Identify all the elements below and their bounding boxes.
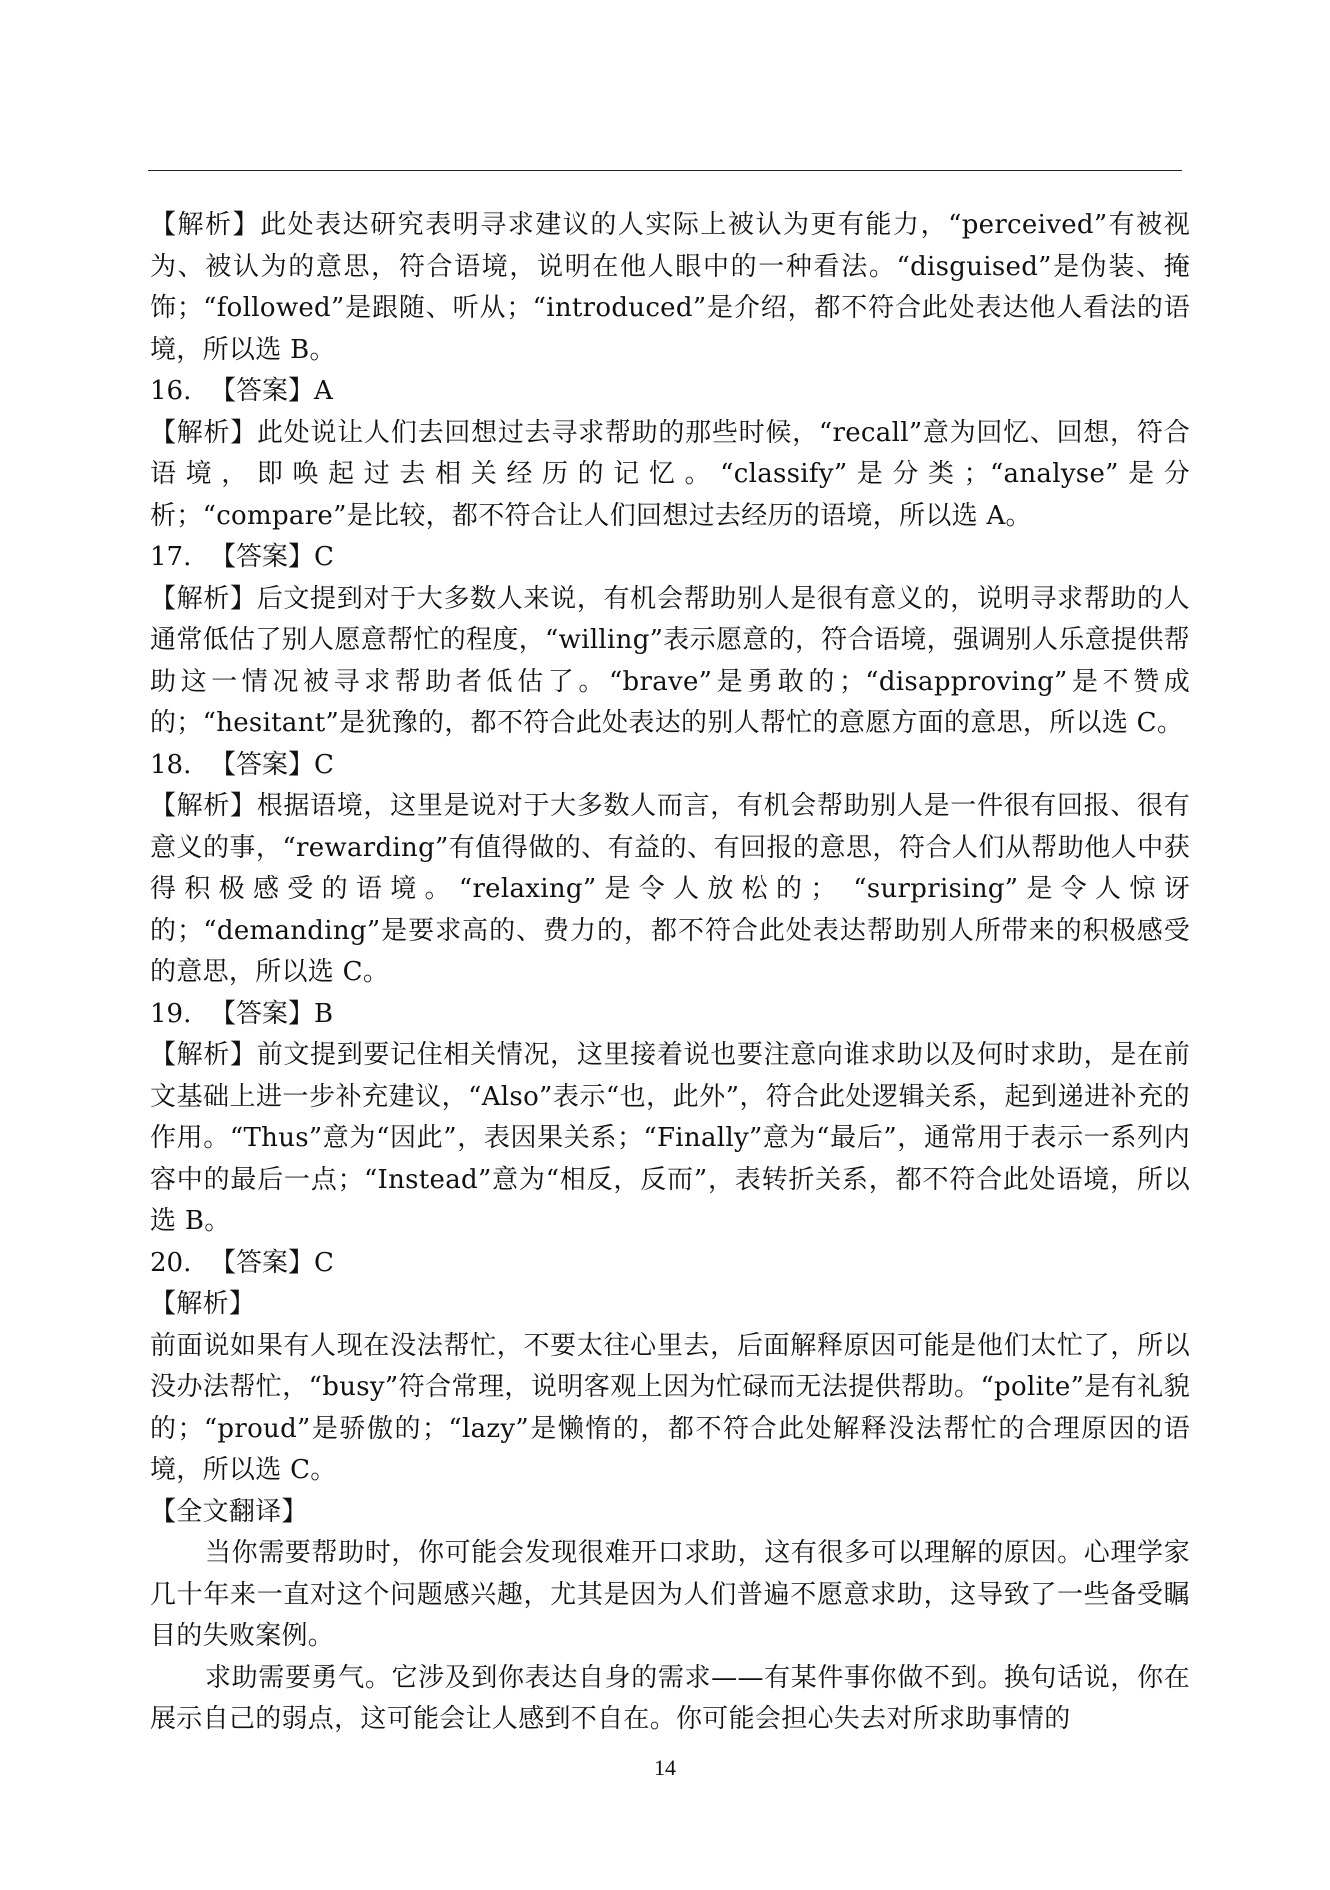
answer-18	[150, 745, 1190, 787]
answer-text: 【答案】C	[210, 542, 334, 572]
question-number: 20.	[150, 1247, 192, 1278]
question-number: 17.	[150, 542, 192, 572]
question-number: 16.	[150, 376, 192, 406]
answer-text: 【答案】C	[210, 1247, 334, 1278]
answer-text: 【答案】B	[210, 998, 334, 1029]
question-number: 18.	[150, 749, 192, 780]
answer-text: 【答案】C	[210, 749, 334, 780]
explanation-20-heading: 【解析】	[150, 1289, 256, 1319]
explanation-18: 【解析】根据语境，这里是说对于大多数人而言，有机会帮助别人是一件很有回报、很有意义的事，“rewarding”有值得做的、有益的、有回报的意思，符合人们从帮助他人中获得积极感受的语境。“relaxing”是令人放松的； “surprising”是令人惊讶的；“demanding”是要求高的、费力的，都不符合此处表达帮助别人所带来的积极感受的意思，所以选 C。	[150, 791, 1190, 987]
answer-16	[150, 371, 1190, 413]
header-rule	[148, 170, 1182, 171]
question-number: 19.	[150, 998, 192, 1029]
explanation-20: 前面说如果有人现在没法帮忙，不要太往心里去，后面解释原因可能是他们太忙了，所以没办法帮忙，“busy”符合常理，说明客观上因为忙碌而无法提供帮助。“polite”是有礼貌的；“proud”是骄傲的；“lazy”是懒惰的，都不符合此处解释没法帮忙的合理原因的语境，所以选 C。	[150, 1330, 1190, 1485]
explanation-17: 【解析】后文提到对于大多数人来说，有机会帮助别人是很有意义的，说明寻求帮助的人通常低估了别人愿意帮忙的程度，“willing”表示愿意的，符合语境，强调别人乐意提供帮助这一情况被寻求帮助者低估了。“brave”是勇敢的；“disapproving”是不赞成的；“hesitant”是犹豫的，都不符合此处表达的别人帮忙的意愿方面的意思，所以选 C。	[150, 583, 1190, 738]
answer-text: 【答案】A	[210, 376, 333, 406]
translation-paragraph-1: 当你需要帮助时，你可能会发现很难开口求助，这有很多可以理解的原因。心理学家几十年来一直对这个问题感兴趣，尤其是因为人们普遍不愿意求助，这导致了一些备受瞩目的失败案例。	[150, 1538, 1190, 1651]
page-number: 14	[654, 1755, 676, 1780]
translation-paragraph-2: 求助需要勇气。它涉及到你表达自身的需求——有某件事你做不到。换句话说，你在展示自己的弱点，这可能会让人感到不自在。你可能会担心失去对所求助事情的	[150, 1662, 1190, 1734]
translation-heading: 【全文翻译】	[150, 1496, 308, 1527]
answer-19	[150, 994, 1190, 1036]
answer-20	[150, 1243, 1190, 1285]
explanation-19: 【解析】前文提到要记住相关情况，这里接着说也要注意向谁求助以及何时求助，是在前文基础上进一步补充建议，“Also”表示“也，此外”，符合此处逻辑关系，起到递进补充的作用。“Thus”意为“因此”，表因果关系；“Finally”意为“最后”，通常用于表示一系列内容中的最后一点；“Instead”意为“相反，反而”，表转折关系，都不符合此处语境，所以选 B。	[150, 1040, 1190, 1236]
explanation-15: 【解析】此处表达研究表明寻求建议的人实际上被认为更有能力，“perceived”有被视为、被认为的意思，符合语境，说明在他人眼中的一种看法。“disguised”是伪装、掩饰；“followed”是跟随、听从；“introduced”是介绍，都不符合此处表达他人看法的语境，所以选 B。	[150, 210, 1190, 365]
answer-17	[150, 537, 1190, 579]
document-body	[150, 205, 1190, 1741]
explanation-16: 【解析】此处说让人们去回想过去寻求帮助的那些时候，“recall”意为回忆、回想，符合语境，即唤起过去相关经历的记忆。“classify”是分类；“analyse”是分析；“compare”是比较，都不符合让人们回想过去经历的语境，所以选 A。	[150, 417, 1190, 531]
